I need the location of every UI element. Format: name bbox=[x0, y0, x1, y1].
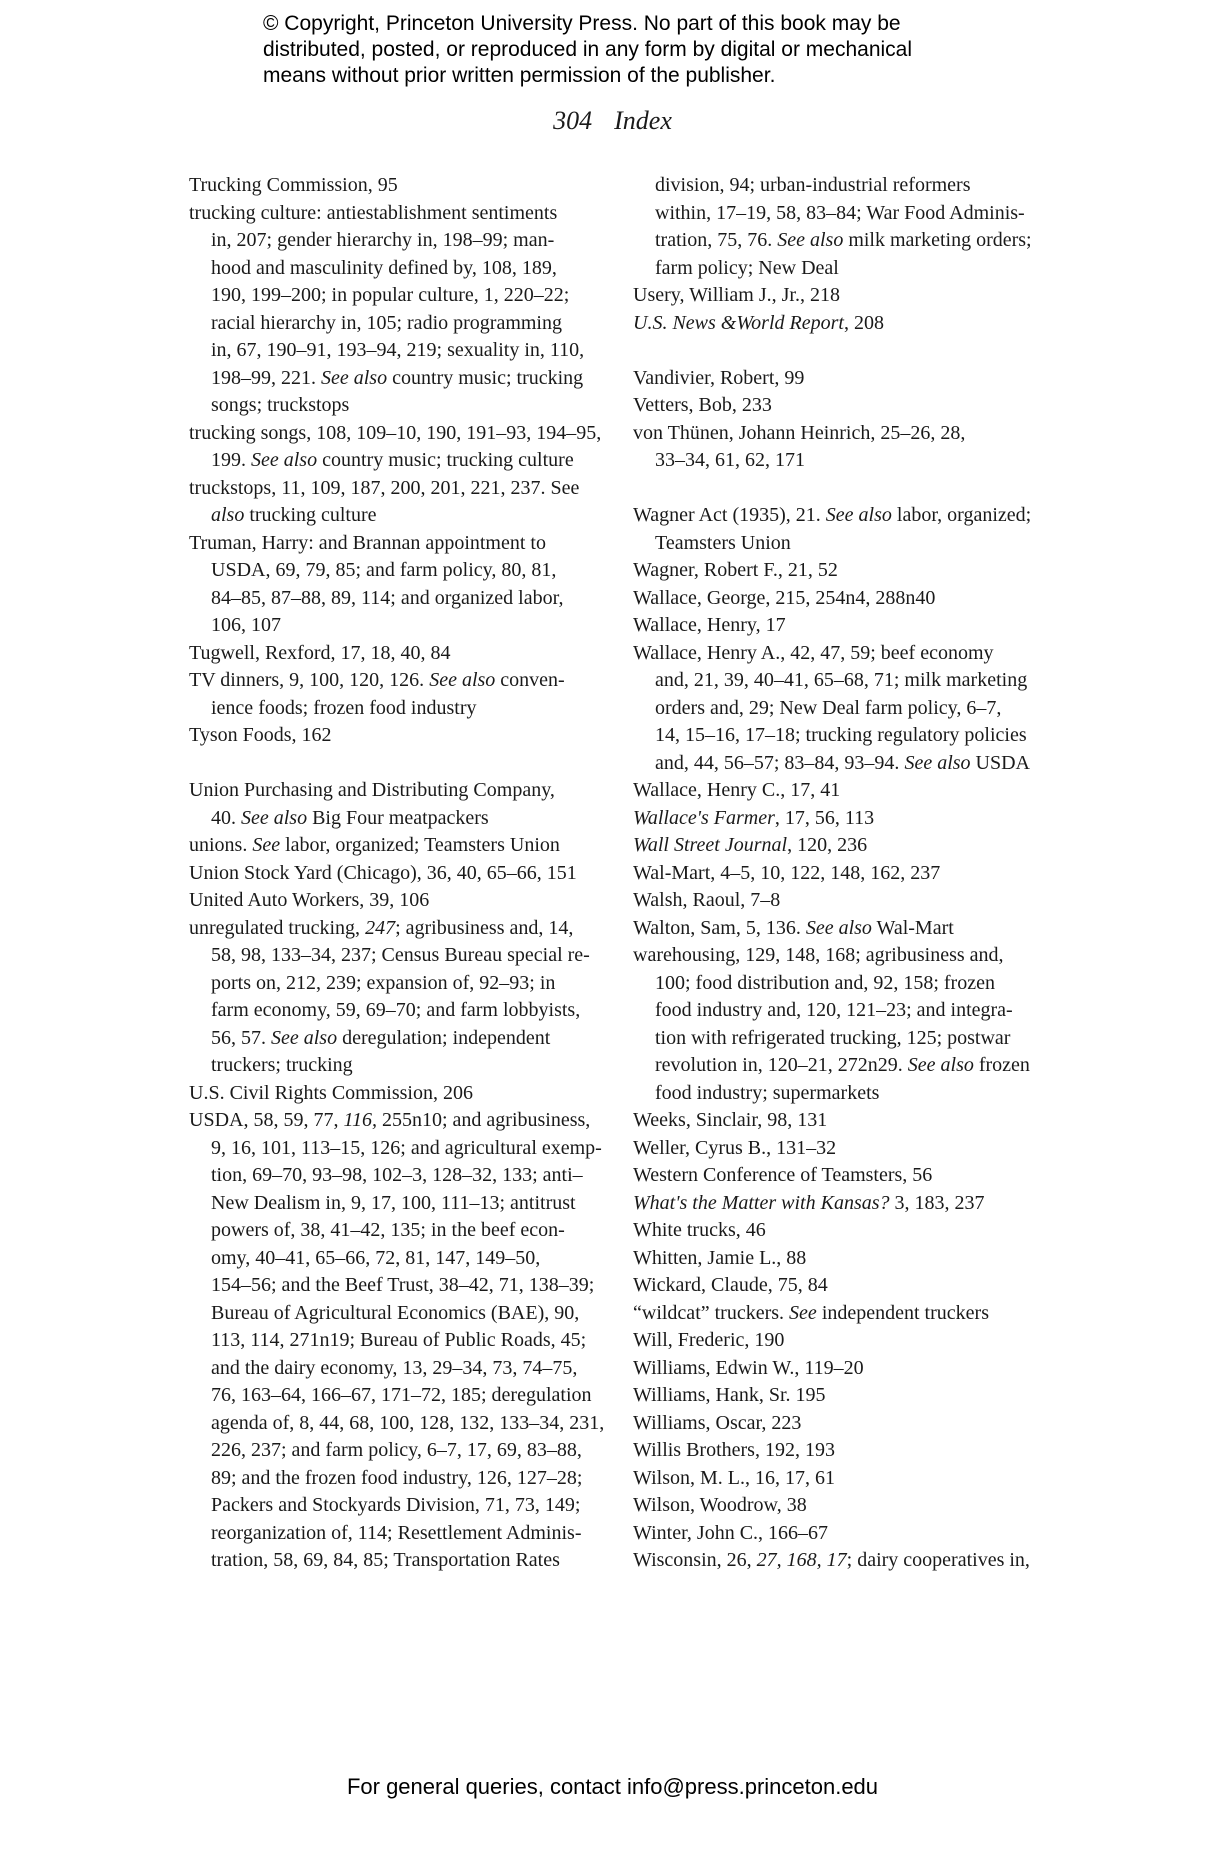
index-entry-line: songs; truckstops bbox=[211, 394, 350, 416]
index-entry-line: USDA, 58, 59, 77, 116, 255n10; and agribusiness, bbox=[189, 1109, 591, 1131]
index-entry bbox=[633, 1382, 1073, 1410]
index-entry-line: warehousing, 129, 148, 168; agribusiness and, bbox=[633, 944, 1004, 966]
index-entry-line: Will, Frederic, 190 bbox=[633, 1329, 785, 1351]
index-entry-line: Western Conference of Teamsters, 56 bbox=[633, 1164, 933, 1186]
index-entry-line: unions. See labor, organized; Teamsters Union bbox=[189, 834, 560, 856]
index-entry-line: revolution in, 120–21, 272n29. See also frozen bbox=[655, 1054, 1030, 1076]
index-entry-line: Vandivier, Robert, 99 bbox=[633, 366, 805, 389]
index-entry bbox=[633, 777, 1073, 805]
index-entry-line: 226, 237; and farm policy, 6–7, 17, 69, 83–88, bbox=[211, 1439, 582, 1461]
index-entry bbox=[633, 640, 1073, 778]
index-entry bbox=[633, 1190, 1073, 1218]
index-entry-line: Williams, Edwin W., 119–20 bbox=[633, 1356, 864, 1379]
index-entry bbox=[633, 1135, 1073, 1163]
index-entry-line: Tugwell, Rexford, 17, 18, 40, 84 bbox=[189, 641, 451, 664]
index-entry-line: Walton, Sam, 5, 136. See also Wal-Mart bbox=[633, 916, 954, 939]
index-entry-line: 33–34, 61, 62, 171 bbox=[655, 449, 805, 471]
index-entry-line: Wallace, Henry, 17 bbox=[633, 614, 786, 636]
footer-contact: For general queries, contact info@press.princeton.edu bbox=[346, 1774, 879, 1799]
index-entry-line: tration, 58, 69, 84, 85; Transportation Rates bbox=[211, 1549, 560, 1571]
index-entry-line: Wallace, George, 215, 254n4, 288n40 bbox=[633, 586, 936, 609]
index-entry bbox=[189, 200, 619, 420]
index-entry-line: Tyson Foods, 162 bbox=[189, 724, 332, 746]
index-entry-line: in, 207; gender hierarchy in, 198–99; man- bbox=[211, 229, 555, 251]
index-entry bbox=[189, 475, 619, 530]
index-entry-line: Wickard, Claude, 75, 84 bbox=[633, 1274, 828, 1296]
index-entry bbox=[633, 1492, 1073, 1520]
index-entry-line: Usery, William J., Jr., 218 bbox=[633, 284, 840, 306]
index-entry-line: Wilson, M. L., 16, 17, 61 bbox=[633, 1466, 835, 1489]
index-entry bbox=[633, 942, 1073, 1107]
index-entry-line: Weeks, Sinclair, 98, 131 bbox=[633, 1109, 828, 1131]
index-entry-line: 56, 57. See also deregulation; independent bbox=[211, 1026, 551, 1049]
index-entry bbox=[633, 1162, 1073, 1190]
index-entry bbox=[633, 860, 1073, 888]
index-entry bbox=[633, 310, 1073, 338]
index-entry-line: 58, 98, 133–34, 237; Census Bureau special re- bbox=[211, 944, 590, 966]
index-entry-line: and the dairy economy, 13, 29–34, 73, 74–75, bbox=[211, 1356, 578, 1379]
copyright-notice bbox=[263, 11, 1023, 89]
index-entry bbox=[633, 1327, 1073, 1355]
index-entry-line: truckers; trucking bbox=[211, 1054, 353, 1076]
index-entry-line: 84–85, 87–88, 89, 114; and organized labor, bbox=[211, 586, 564, 609]
index-entry bbox=[189, 530, 619, 640]
index-entry-line: farm policy; New Deal bbox=[655, 256, 839, 279]
index-entry-line: Wagner Act (1935), 21. See also labor, organized; bbox=[633, 504, 1032, 526]
index-entry-line: Union Stock Yard (Chicago), 36, 40, 65–66, 151 bbox=[189, 861, 577, 884]
index-entry-line: Whitten, Jamie L., 88 bbox=[633, 1246, 807, 1269]
index-entry-line: 89; and the frozen food industry, 126, 127–28; bbox=[211, 1466, 583, 1489]
index-entry-line: trucking songs, 108, 109–10, 190, 191–93, 194–95, bbox=[189, 421, 602, 444]
index-entry bbox=[189, 915, 619, 1080]
index-entry-line: 154–56; and the Beef Trust, 38–42, 71, 138–39; bbox=[211, 1274, 595, 1296]
index-entry-line: also trucking culture bbox=[211, 504, 377, 526]
index-entry-line: Weller, Cyrus B., 131–32 bbox=[633, 1136, 837, 1159]
index-entry-line: 14, 15–16, 17–18; trucking regulatory policies bbox=[655, 724, 1027, 746]
index-entry-line: Wal-Mart, 4–5, 10, 122, 148, 162, 237 bbox=[633, 861, 941, 884]
index-entry-line: trucking culture: antiestablishment sentiments bbox=[189, 201, 558, 224]
index-entry bbox=[633, 1272, 1073, 1300]
index-entry-line: Teamsters Union bbox=[655, 531, 791, 554]
index-entry bbox=[189, 172, 619, 200]
index-entry-line: in, 67, 190–91, 193–94, 219; sexuality in, 110, bbox=[211, 339, 585, 361]
index-entry-line: reorganization of, 114; Resettlement Adminis- bbox=[211, 1521, 582, 1544]
index-entry-line: Union Purchasing and Distributing Company, bbox=[189, 779, 555, 801]
index-entry-line: food industry; supermarkets bbox=[655, 1081, 880, 1104]
index-entry-line: United Auto Workers, 39, 106 bbox=[189, 889, 430, 911]
index-entry-line: and, 44, 56–57; 83–84, 93–94. See also USDA bbox=[655, 751, 1030, 774]
index-entry-line: orders and, 29; New Deal farm policy, 6–7, bbox=[655, 696, 1002, 719]
page-title: Index bbox=[614, 106, 672, 135]
index-entry-line: Wall Street Journal, 120, 236 bbox=[633, 834, 868, 856]
index-entry-line: tion with refrigerated trucking, 125; postwar bbox=[655, 1026, 1011, 1049]
index-entry-line: Willis Brothers, 192, 193 bbox=[633, 1439, 835, 1461]
index-entry-line: Williams, Oscar, 223 bbox=[633, 1411, 802, 1434]
index-entry-line: “wildcat” truckers. See independent truckers bbox=[633, 1301, 989, 1324]
index-entry-line: racial hierarchy in, 105; radio programming bbox=[211, 311, 562, 334]
index-entry-line: Wisconsin, 26, 27, 168, 17; dairy cooperatives in, bbox=[633, 1549, 1030, 1571]
index-entry-line: New Dealism in, 9, 17, 100, 111–13; antitrust bbox=[211, 1191, 576, 1214]
index-entry-line: 40. See also Big Four meatpackers bbox=[211, 806, 489, 829]
running-head bbox=[0, 106, 1225, 136]
index-column-left bbox=[189, 172, 619, 1575]
index-entry bbox=[633, 282, 1073, 310]
index-entry-line: Bureau of Agricultural Economics (BAE), 90, bbox=[211, 1301, 580, 1324]
index-entry-line: tration, 75, 76. See also milk marketing orders; bbox=[655, 229, 1032, 251]
index-entry-line: Winter, John C., 166–67 bbox=[633, 1521, 829, 1544]
index-entry bbox=[633, 832, 1073, 860]
index-entry bbox=[633, 585, 1073, 613]
index-entry-line: farm economy, 59, 69–70; and farm lobbyists, bbox=[211, 999, 581, 1021]
index-entry bbox=[189, 420, 619, 475]
index-entry bbox=[633, 1217, 1073, 1245]
index-entry bbox=[189, 667, 619, 722]
index-entry-line: USDA, 69, 79, 85; and farm policy, 80, 81, bbox=[211, 559, 557, 581]
letter-section-gap bbox=[189, 750, 619, 778]
page-number: 304 bbox=[553, 106, 593, 135]
index-entry bbox=[189, 1107, 619, 1575]
index-entry-line: division, 94; urban-industrial reformers bbox=[655, 174, 971, 196]
index-entry bbox=[633, 502, 1073, 557]
index-entry bbox=[633, 1520, 1073, 1548]
index-entry-line: Truman, Harry: and Brannan appointment to bbox=[189, 531, 546, 554]
index-entry-line: 190, 199–200; in popular culture, 1, 220–22; bbox=[211, 284, 570, 306]
index-entry-line: 113, 114, 271n19; Bureau of Public Roads, 45; bbox=[211, 1329, 587, 1351]
copyright-line: means without prior written permission of the publisher. bbox=[263, 64, 776, 87]
index-entry-line: 100; food distribution and, 92, 158; frozen bbox=[655, 971, 995, 994]
index-entry-line: Williams, Hank, Sr. 195 bbox=[633, 1384, 826, 1406]
index-entry bbox=[633, 805, 1073, 833]
index-entry bbox=[633, 1410, 1073, 1438]
index-entry-line: 76, 163–64, 166–67, 171–72, 185; deregulation bbox=[211, 1384, 592, 1406]
index-entry-line: Wilson, Woodrow, 38 bbox=[633, 1494, 807, 1516]
letter-section-gap bbox=[633, 475, 1073, 503]
index-entry bbox=[633, 1300, 1073, 1328]
index-entry bbox=[633, 1107, 1073, 1135]
index-entry-line: and, 21, 39, 40–41, 65–68, 71; milk marketing bbox=[655, 669, 1028, 691]
index-entry-line: Vetters, Bob, 233 bbox=[633, 394, 772, 416]
index-entry-line: agenda of, 8, 44, 68, 100, 128, 132, 133–34, 231, bbox=[211, 1411, 605, 1434]
index-entry-line: What's the Matter with Kansas? 3, 183, 237 bbox=[633, 1191, 985, 1214]
index-entry bbox=[633, 365, 1073, 393]
index-entry-line: Wallace, Henry A., 42, 47, 59; beef economy bbox=[633, 641, 994, 664]
index-entry-line: ports on, 212, 239; expansion of, 92–93; in bbox=[211, 971, 556, 994]
index-entry-line: hood and masculinity defined by, 108, 189, bbox=[211, 256, 557, 279]
index-entry bbox=[189, 1080, 619, 1108]
index-entry-line: Wallace's Farmer, 17, 56, 113 bbox=[633, 806, 875, 829]
index-entry-line: Wagner, Robert F., 21, 52 bbox=[633, 559, 838, 581]
index-entry-line: unregulated trucking, 247; agribusiness and, 14, bbox=[189, 916, 574, 939]
index-entry bbox=[633, 1245, 1073, 1273]
index-entry bbox=[633, 420, 1073, 475]
index-entry-line: Walsh, Raoul, 7–8 bbox=[633, 889, 781, 911]
index-entry-line: Wallace, Henry C., 17, 41 bbox=[633, 779, 841, 801]
index-entry-line: Trucking Commission, 95 bbox=[189, 174, 398, 196]
index-entry-continuation bbox=[633, 172, 1073, 282]
index-entry-line: omy, 40–41, 65–66, 72, 81, 147, 149–50, bbox=[211, 1246, 541, 1269]
index-entry bbox=[633, 1547, 1073, 1575]
letter-section-gap bbox=[633, 337, 1073, 365]
index-entry bbox=[633, 1465, 1073, 1493]
index-entry bbox=[189, 640, 619, 668]
index-entry bbox=[633, 392, 1073, 420]
index-entry-line: truckstops, 11, 109, 187, 200, 201, 221, 237. See bbox=[189, 476, 580, 499]
index-entry bbox=[633, 612, 1073, 640]
index-entry-line: within, 17–19, 58, 83–84; War Food Adminis- bbox=[655, 201, 1025, 224]
index-entry bbox=[189, 832, 619, 860]
index-entry bbox=[633, 887, 1073, 915]
index-entry-line: 106, 107 bbox=[211, 614, 281, 636]
index-entry-line: U.S. News &World Report, 208 bbox=[633, 311, 884, 334]
index-entry-line: TV dinners, 9, 100, 120, 126. See also conven- bbox=[189, 669, 565, 691]
index-entry-line: 198–99, 221. See also country music; trucking bbox=[211, 366, 584, 389]
index-entry-line: 199. See also country music; trucking culture bbox=[211, 449, 574, 471]
index-entry bbox=[189, 860, 619, 888]
index-entry-line: powers of, 38, 41–42, 135; in the beef econ- bbox=[211, 1219, 565, 1241]
index-entry bbox=[633, 557, 1073, 585]
index-entry bbox=[189, 777, 619, 832]
index-entry-line: U.S. Civil Rights Commission, 206 bbox=[189, 1081, 473, 1104]
index-entry-line: White trucks, 46 bbox=[633, 1219, 766, 1241]
index-column-right bbox=[633, 172, 1073, 1575]
index-entry-line: 9, 16, 101, 113–15, 126; and agricultural exemp- bbox=[211, 1136, 602, 1159]
copyright-line: © Copyright, Princeton University Press. No part of this book may be bbox=[263, 12, 901, 35]
index-entry bbox=[633, 1355, 1073, 1383]
index-entry bbox=[189, 722, 619, 750]
index-entry bbox=[633, 1437, 1073, 1465]
index-entry-line: food industry and, 120, 121–23; and integra- bbox=[655, 999, 1013, 1021]
index-entry bbox=[633, 915, 1073, 943]
index-entry-line: ience foods; frozen food industry bbox=[211, 696, 477, 719]
index-entry bbox=[189, 887, 619, 915]
index-entry-line: von Thünen, Johann Heinrich, 25–26, 28, bbox=[633, 421, 966, 444]
index-entry-line: Packers and Stockyards Division, 71, 73, 149; bbox=[211, 1494, 581, 1516]
copyright-line: distributed, posted, or reproduced in any form by digital or mechanical bbox=[263, 38, 913, 61]
index-entry-line: tion, 69–70, 93–98, 102–3, 128–32, 133; anti– bbox=[211, 1164, 583, 1186]
